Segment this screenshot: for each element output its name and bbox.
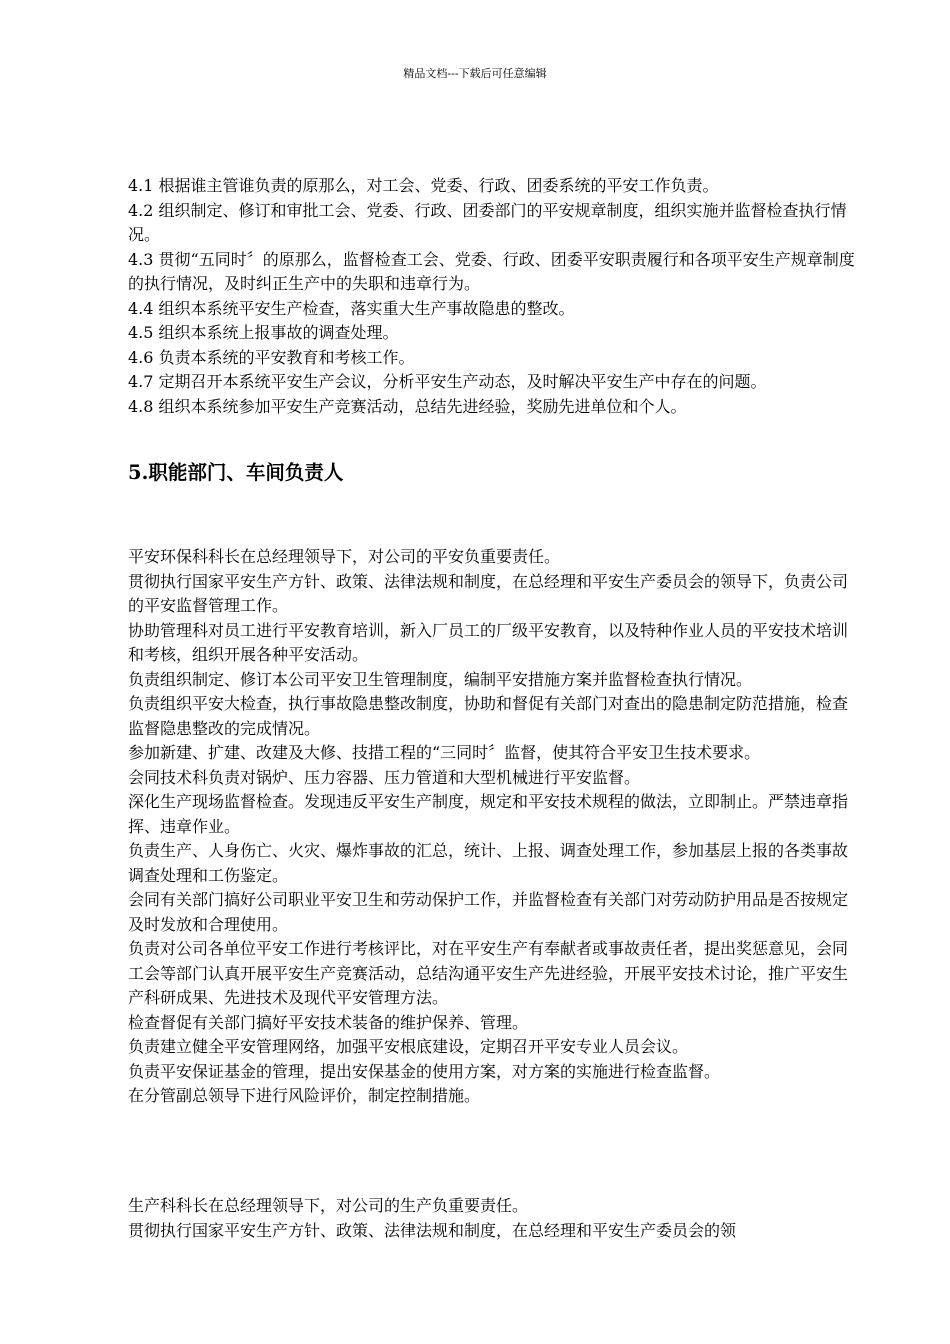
clause-4-7: 4.7 定期召开本系统平安生产会议，分析平安生产动态，及时解决平安生产中存在的问题。 xyxy=(128,372,767,391)
production-duty: 生产科科长在总经理领导下，对公司的生产负重要责任。 xyxy=(128,1196,529,1215)
safety-duty: 检查督促有关部门搞好平安技术装备的维护保养、管理。 xyxy=(128,1012,529,1032)
safety-duty: 负责生产、人身伤亡、火灾、爆炸事故的汇总，统计、上报、调查处理工作，参加基层上报的各类事故调查处理和工伤鉴定。 xyxy=(128,841,849,885)
safety-duty: 负责组织制定、修订本公司平安卫生管理制度，编制平安措施方案并监督检查执行情况。 xyxy=(128,669,753,689)
page-header: 精品文档---下载后可任意编辑 xyxy=(403,67,547,80)
clause-4-4: 4.4 组织本系统平安生产检查，落实重大生产事故隐患的整改。 xyxy=(128,298,575,318)
safety-duty: 协助管理科对员工进行平安教育培训，新入厂员工的厂级平安教育，以及特种作业人员的平安技术培训和考核，组织开展各种平安活动。 xyxy=(128,620,849,664)
production-dept-duties xyxy=(128,1194,863,1243)
safety-duty: 贯彻执行国家平安生产方针、政策、法律法规和制度，在总经理和平安生产委员会的领导下，负责公司的平安监督管理工作。 xyxy=(128,571,849,615)
safety-duty: 负责组织平安大检查，执行事故隐患整改制度，协助和督促有关部门对查出的隐患制定防范措施，检查监督隐患整改的完成情况。 xyxy=(128,694,849,738)
safety-duty: 负责对公司各单位平安工作进行考核评比，对在平安生产有奉献者或事故责任者，提出奖惩意见，会同工会等部门认真开展平安生产竞赛活动，总结沟通平安生产先进经验，开展平安技术讨论，推广平安生产科研成果、先进技术及现代平安管理方法。 xyxy=(128,939,849,1007)
safety-dept-duties xyxy=(128,545,863,1109)
safety-duty: 参加新建、扩建、改建及大修、技措工程的“三同时〞监督，使其符合平安卫生技术要求。 xyxy=(128,743,761,762)
safety-duty: 深化生产现场监督检查。发现违反平安生产制度，规定和平安技术规程的做法，立即制止。严禁违章指挥、违章作业。 xyxy=(128,792,849,836)
safety-duty: 会同技术科负责对锅炉、压力容器、压力管道和大型机械进行平安监督。 xyxy=(128,767,641,787)
section-4-list xyxy=(128,174,863,419)
clause-4-3: 4.3 贯彻“五同时〞的原那么，监督检查工会、党委、行政、团委平安职责履行和各项平安生产规章制度的执行情况，及时纠正生产中的失职和违章行为。 xyxy=(128,249,855,293)
clause-4-6: 4.6 负责本系统的平安教育和考核工作。 xyxy=(128,347,415,367)
clause-4-8: 4.8 组织本系统参加平安生产竞赛活动，总结先进经验，奖励先进单位和个人。 xyxy=(128,396,687,416)
safety-duty: 在分管副总领导下进行风险评价，制定控制措施。 xyxy=(128,1086,481,1105)
safety-duty: 会同有关部门搞好公司职业平安卫生和劳动保护工作，并监督检查有关部门对劳动防护用品是否按规定及时发放和合理使用。 xyxy=(128,890,849,934)
clause-4-5: 4.5 组织本系统上报事故的调查处理。 xyxy=(128,323,399,342)
section-5-heading: 5.职能部门、车间负责人 xyxy=(128,461,344,484)
safety-duty: 负责平安保证基金的管理，提出安保基金的使用方案，对方案的实施进行检查监督。 xyxy=(128,1061,721,1081)
production-duty: 贯彻执行国家平安生产方针、政策、法律法规和制度，在总经理和平安生产委员会的领 xyxy=(128,1220,737,1240)
safety-duty: 负责建立健全平安管理网络，加强平安根底建设，定期召开平安专业人员会议。 xyxy=(128,1037,689,1056)
safety-duty: 平安环保科科长在总经理领导下，对公司的平安负重要责任。 xyxy=(128,547,561,566)
clause-4-2: 4.2 组织制定、修订和审批工会、党委、行政、团委部门的平安规章制度，组织实施并监督检查执行情况。 xyxy=(128,200,847,244)
clause-4-1: 4.1 根据谁主管谁负责的原那么，对工会、党委、行政、团委系统的平安工作负责。 xyxy=(128,176,719,195)
